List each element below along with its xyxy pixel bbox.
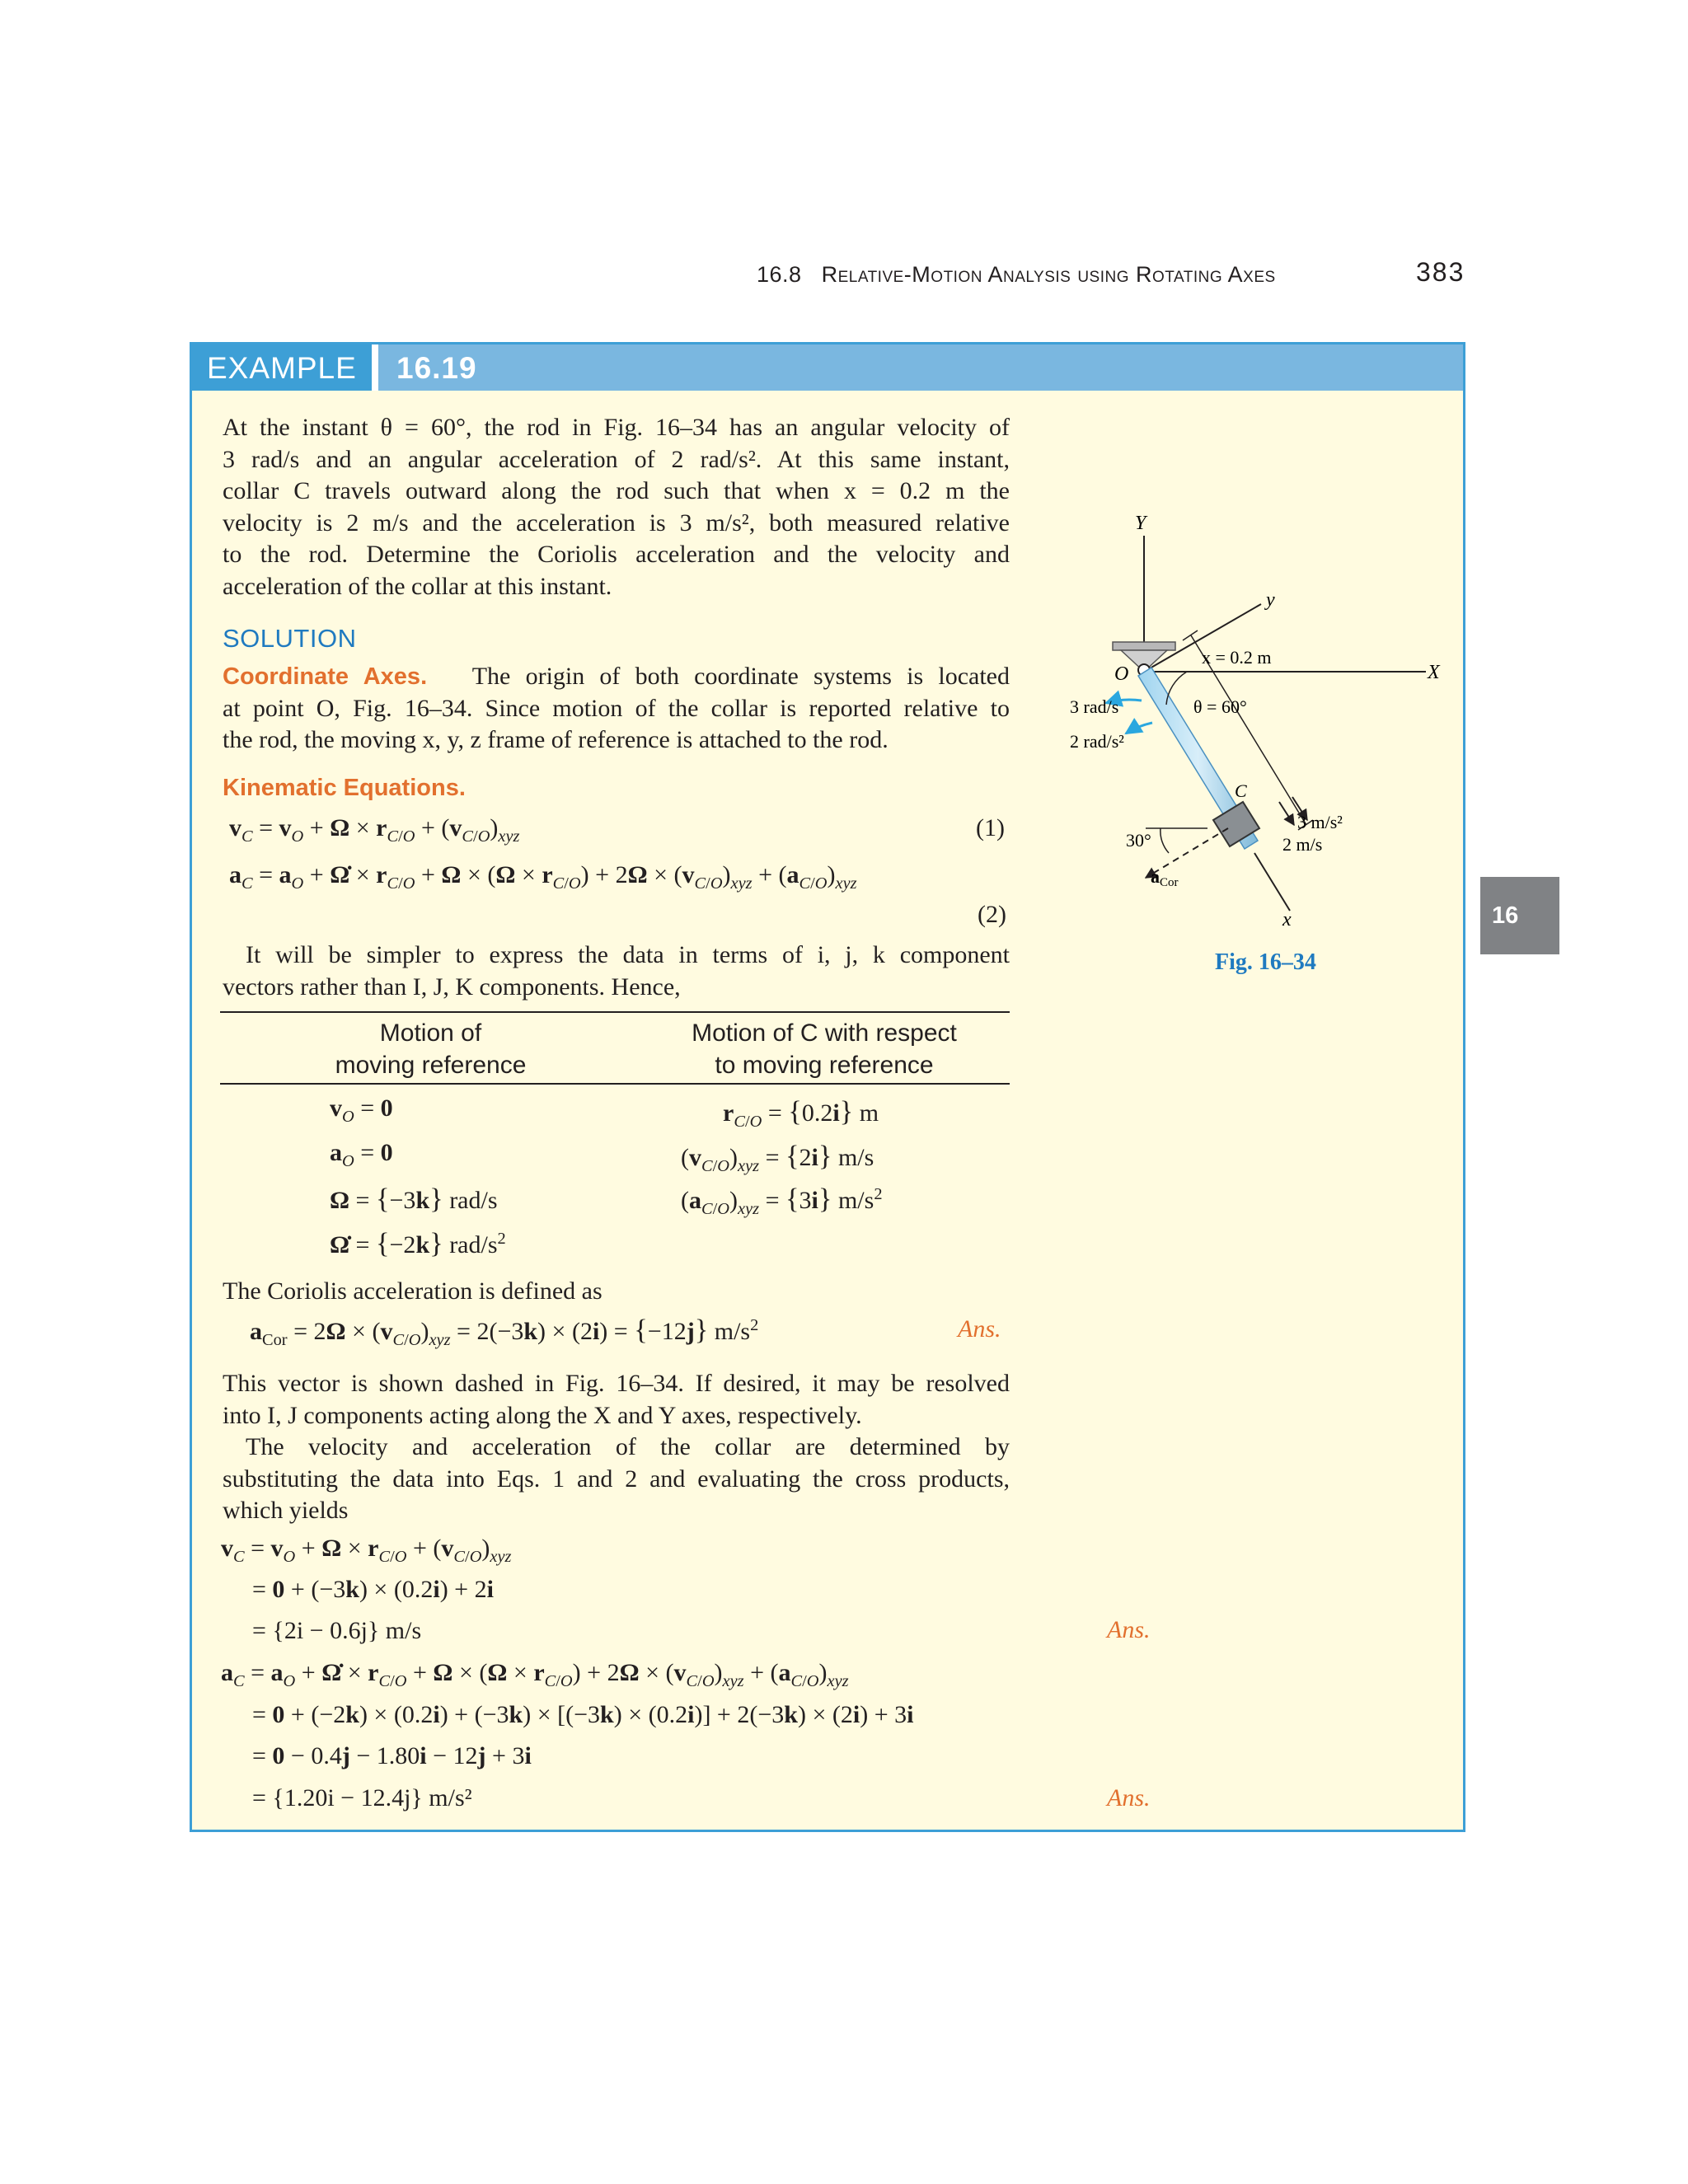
problem-line: acceleration of the collar at this instant. [223, 572, 612, 600]
example-divider [372, 344, 378, 391]
answer-label: Ans. [958, 1315, 1001, 1343]
table-cell-omega: Ω = {−3k} rad/s [330, 1183, 498, 1215]
coordinate-axes-heading: Coordinate Axes. [223, 663, 428, 690]
page-number: 383 [1416, 257, 1465, 287]
table-cell-vco: $(v_{C/O})_{xyz} = \{2i\}$ m/s [681, 1141, 874, 1175]
equation-2-number: (2) [978, 901, 1006, 928]
label-C: C [1235, 780, 1247, 801]
velocity-arrow [1279, 802, 1294, 825]
label-acc-rel: 3 m/s² [1297, 812, 1343, 832]
figure-caption: Fig. 16–34 [1215, 949, 1316, 975]
acceleration-result: = {1.20i − 12.4j} m/s² [252, 1784, 472, 1811]
acceleration-eq-line: = 0 + (−2k) × (0.2i) + (−3k) × [(−3k) × (0.2i)] + 2(−3k) × (2i) + 3i [252, 1701, 914, 1728]
example-label: EXAMPLE [192, 344, 372, 391]
dashed-line: This vector is shown dashed in Fig. 16–34. If desired, it may be resolved [223, 1370, 1010, 1397]
answer-label: Ans. [1107, 1784, 1151, 1811]
acceleration-eq-line: = 0 − 0.4j − 1.80i − 12j + 3i [252, 1742, 532, 1769]
problem-line: to the rod. Determine the Coriolis acceleration and the velocity and [223, 541, 1010, 568]
pin-support [1113, 642, 1175, 650]
velocity-eq-line: $v_C = v_O + \Omega \times r_{C/O} + (v_{C/O})_{xyz}$ [221, 1535, 512, 1566]
x-axis [1254, 853, 1290, 911]
table-cell-rco: $r_{C/O} = \{0.2i\}$ m [723, 1096, 879, 1131]
table-header-right [643, 1017, 1006, 1081]
dimension-tick [1183, 630, 1198, 640]
problem-line: collar C travels outward along the rod such that when x = 0.2 m the [223, 477, 1010, 504]
example-number: 16.19 [396, 351, 477, 385]
components-line: It will be simpler to express the data in terms of i, j, k component [246, 941, 1010, 968]
coord-line: The origin of both coordinate systems is located [471, 663, 1010, 690]
table-top-rule [220, 1011, 1010, 1013]
label-alpha: 2 rad/s² [1070, 731, 1124, 752]
label-x: x [1282, 909, 1292, 930]
answer-label: Ans. [1107, 1616, 1151, 1643]
equation-1: $v_C = v_O + \Omega \times r_{C/O} + (v_{C/O})_{xyz}$ [229, 814, 520, 846]
dashed-line: substituting the data into Eqs. 1 and 2 and evaluating the cross products, [223, 1465, 1010, 1493]
table-header-line: to moving reference [715, 1052, 934, 1079]
chapter-tab: 16 [1480, 877, 1559, 954]
label-Y: Y [1135, 513, 1146, 534]
problem-line: velocity is 2 m/s and the acceleration is 3 m/s², both measured relative [223, 509, 1010, 537]
table-cell-vo: $v_O = 0$ [330, 1094, 393, 1126]
alpha-arrow [1126, 723, 1152, 733]
table-cell-aco: $(a_{C/O})_{xyz} = \{3i\}$ $m/s^2$ [681, 1183, 883, 1218]
table-header-line: moving reference [335, 1052, 527, 1079]
velocity-result: = {2i − 0.6j} m/s [252, 1617, 422, 1644]
dashed-line: The velocity and acceleration of the collar are determined by [246, 1433, 1010, 1460]
components-line: vectors rather than I, J, K components. Hence, [223, 972, 681, 1001]
label-vel-rel: 2 m/s [1282, 834, 1323, 855]
velocity-eq-line: = 0 + (−3k) × (0.2i) + 2i [252, 1576, 494, 1603]
label-x-distance: x = 0.2 m [1202, 647, 1272, 668]
solution-heading: SOLUTION [223, 624, 357, 653]
running-head [757, 262, 1276, 288]
dashed-line: which yields [223, 1497, 349, 1524]
section-number: 16.8 [757, 262, 802, 287]
coriolis-intro: The Coriolis acceleration is defined as [223, 1277, 603, 1305]
label-angle30: 30° [1126, 830, 1151, 851]
equation-2: $a_C = a_O$ + Ω̇ × $r_{C/O} + \Omega \times (\Omega \times r_{C/O}) + 2\Omega \times (v_{C/O})_{xyz} + (a_{C/O})_{xyz}$ [229, 861, 857, 893]
label-a-cor: aCor [1151, 866, 1179, 889]
equation-1-number: (1) [976, 814, 1005, 841]
kinematic-equations-heading: Kinematic Equations. [223, 775, 466, 801]
rod-collar-figure [1063, 507, 1459, 935]
label-omega: 3 rad/s [1070, 696, 1119, 717]
label-y: y [1266, 589, 1275, 611]
coriolis-equation: $a_{Cor} = 2\Omega \times (v_{C/O})_{xyz} = 2(-3k) \times (2i) = \{-12j\}$ $m/s^2$ [250, 1315, 759, 1349]
problem-statement [223, 412, 1010, 602]
coord-line: at point O, Fig. 16–34. Since motion of the collar is reported relative to [223, 694, 1010, 722]
section-title: Relative-Motion Analysis using Rotating Axes [821, 262, 1276, 287]
problem-line: At the instant θ = 60°, the rod in Fig. 16–34 has an angular velocity of [223, 414, 1010, 441]
example-header [192, 344, 1463, 391]
coordinate-axes-paragraph [223, 661, 1010, 757]
table-cell-omega-dot: Ω̇ = {−2k} rad/$s^2$ [330, 1228, 506, 1259]
angle30-arc [1160, 828, 1169, 853]
table-header-line: Motion of [379, 1019, 482, 1047]
coord-line: the rod, the moving x, y, z frame of reference is attached to the rod. [223, 726, 889, 753]
label-X: X [1428, 662, 1440, 683]
label-O: O [1114, 663, 1129, 685]
table-header-rule [220, 1083, 1010, 1085]
table-header-line: Motion of C with respect [692, 1019, 957, 1047]
table-header-left [313, 1017, 548, 1081]
dashed-line: into I, J components acting along the X and Y axes, respectively. [223, 1401, 862, 1429]
table-cell-ao: $a_O = 0$ [330, 1139, 393, 1170]
label-theta: θ = 60° [1193, 696, 1247, 717]
dashed-vector-paragraph [223, 1368, 1010, 1527]
acceleration-eq-line: $a_C = a_O$ + Ω̇ × $r_{C/O} + \Omega \times (\Omega \times r_{C/O}) + 2\Omega \times (v_{C/O})_{xyz} + (a_{C/O})_{xyz}$ [221, 1659, 849, 1690]
problem-line: 3 rad/s and an angular acceleration of 2 rad/s². At this same instant, [223, 445, 1010, 473]
components-paragraph [223, 940, 1010, 1003]
